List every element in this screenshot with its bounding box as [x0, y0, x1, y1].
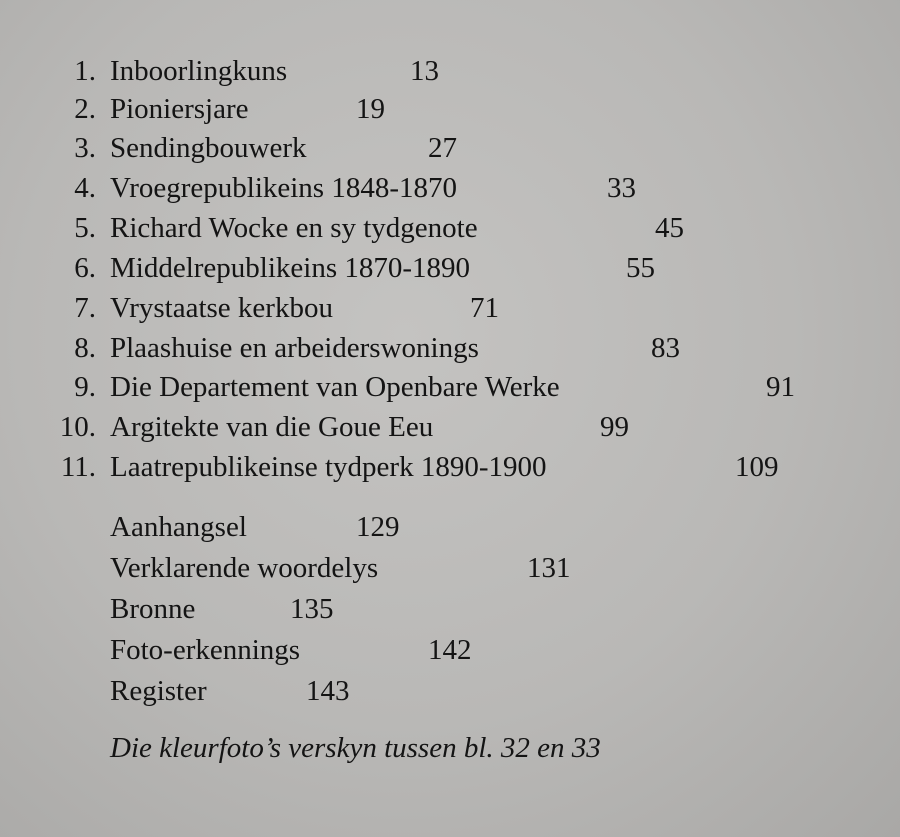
chapter-title: Pioniersjare — [110, 93, 249, 125]
chapter-title: Vrystaatse kerkbou — [110, 292, 333, 324]
entry-title: Aanhangsel — [110, 511, 247, 543]
colour-photos-note: Die kleurfoto’s verskyn tussen bl. 32 en 33 — [110, 732, 601, 764]
page-number: 131 — [527, 552, 571, 584]
chapter-number: 9. — [74, 371, 96, 403]
chapter-title: Middelrepublikeins 1870-1890 — [110, 252, 471, 284]
chapter-number: 2. — [74, 93, 96, 125]
page-number: 27 — [428, 132, 457, 164]
page-number: 135 — [290, 593, 334, 625]
page-number: 13 — [410, 55, 439, 87]
page-number: 91 — [766, 371, 795, 403]
page-number: 33 — [607, 172, 636, 204]
chapter-title: Laatrepublikeinse tydperk 1890-1900 — [110, 451, 547, 483]
chapter-number: 5. — [74, 212, 96, 244]
page-number: 143 — [306, 675, 350, 707]
page-number: 71 — [470, 292, 499, 324]
chapter-title: Sendingbouwerk — [110, 132, 307, 164]
entry-title: Verklarende woordelys — [110, 552, 379, 584]
chapter-number: 4. — [74, 172, 96, 204]
chapter-number: 1. — [74, 55, 96, 87]
entry-title: Register — [110, 675, 207, 707]
chapter-number: 11. — [60, 451, 96, 483]
chapter-title: Vroegrepublikeins 1848-1870 — [110, 172, 457, 204]
entry-title: Foto-erkennings — [110, 634, 301, 666]
chapter-number: 3. — [74, 132, 96, 164]
page-number: 129 — [356, 511, 400, 543]
page-number: 45 — [655, 212, 684, 244]
chapter-number: 7. — [74, 292, 96, 324]
chapter-title: Die Departement van Openbare Werke — [110, 371, 560, 403]
page-number: 83 — [651, 332, 680, 364]
page-number: 99 — [600, 411, 629, 443]
chapter-title: Richard Wocke en sy tydgenote — [110, 212, 478, 244]
chapter-number: 8. — [74, 332, 96, 364]
chapter-number: 6. — [74, 252, 96, 284]
entry-title: Bronne — [110, 593, 196, 625]
page-number: 19 — [356, 93, 385, 125]
page-number: 55 — [626, 252, 655, 284]
chapter-number: 10. — [59, 411, 96, 443]
chapter-title: Argitekte van die Goue Eeu — [110, 411, 434, 443]
page-number: 109 — [735, 451, 779, 483]
chapter-title: Inboorlingkuns — [110, 55, 288, 87]
chapter-title: Plaashuise en arbeiderswonings — [110, 332, 479, 364]
page-number: 142 — [428, 634, 472, 666]
